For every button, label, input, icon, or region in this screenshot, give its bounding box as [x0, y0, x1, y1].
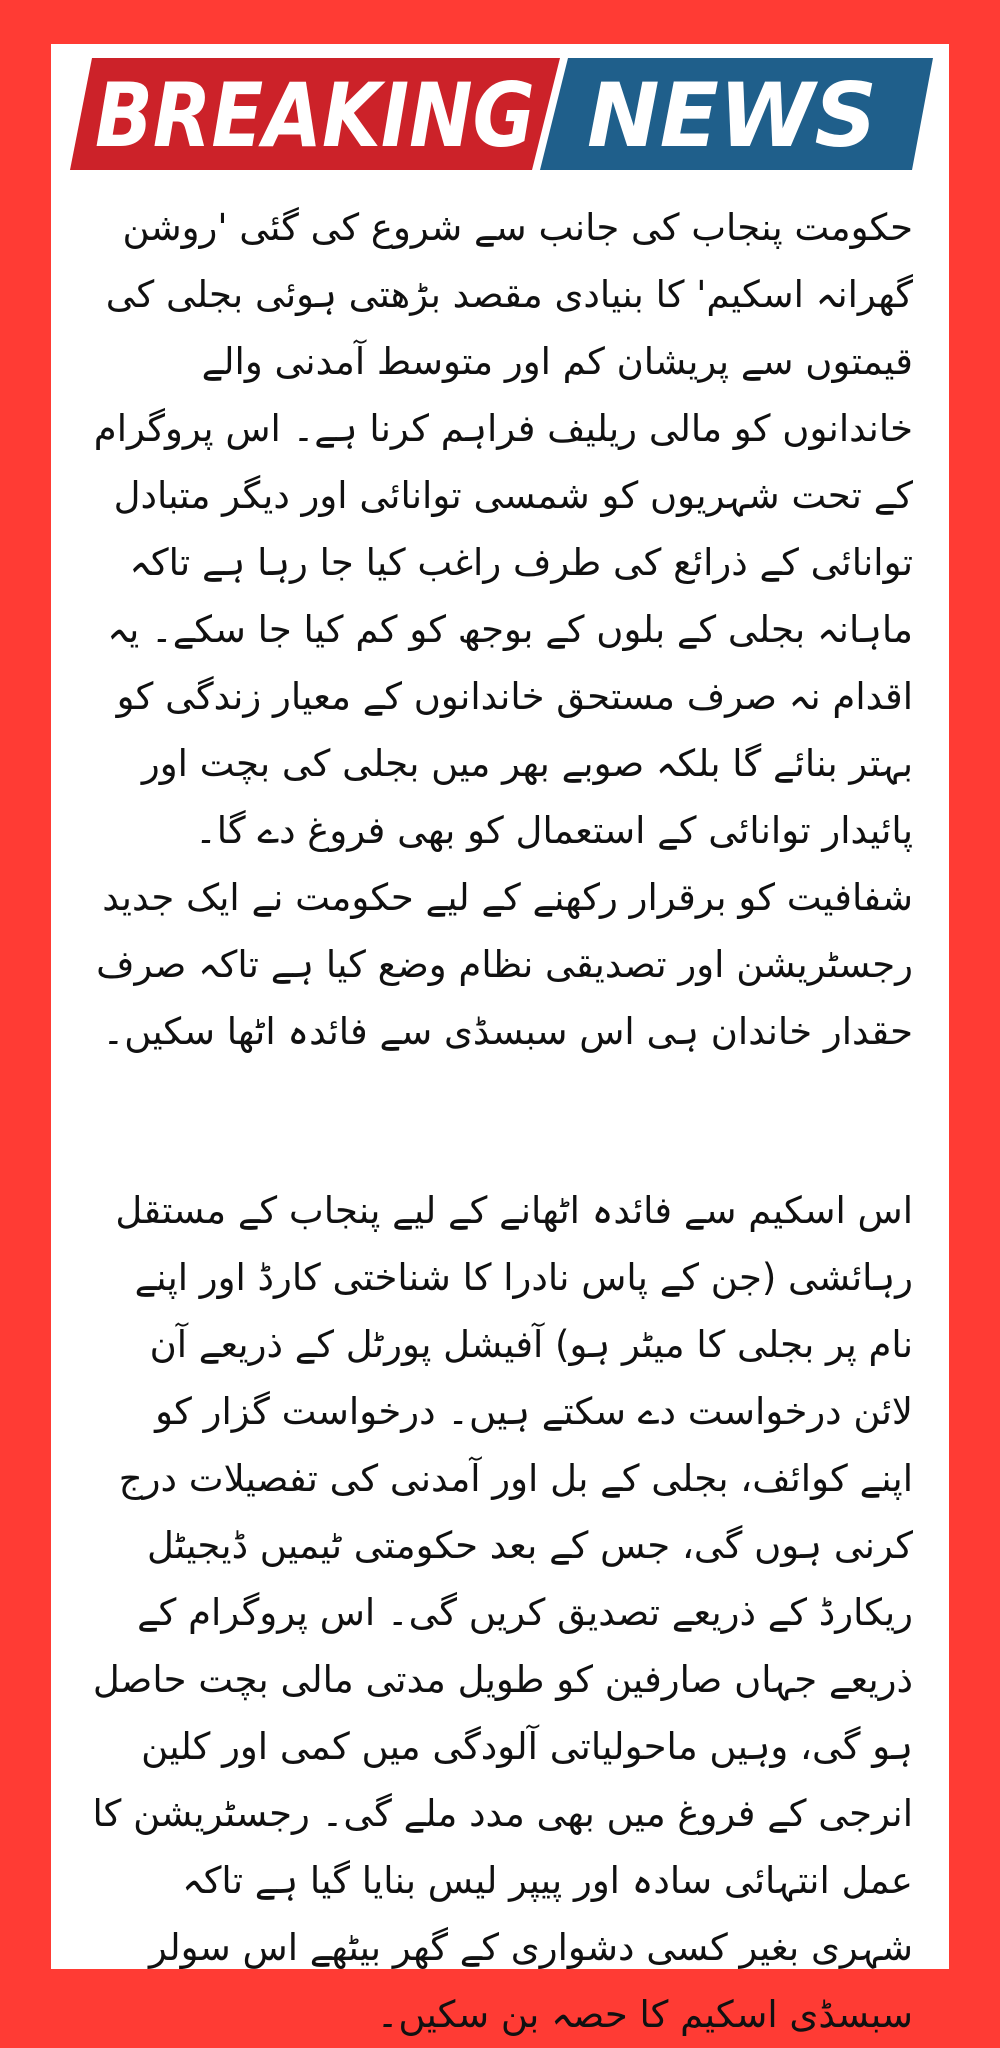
banner-word-breaking: BREAKING — [95, 64, 535, 167]
article-body — [91, 194, 913, 2048]
article-paragraph-1: حکومت پنجاب کی جانب سے شروع کی گئی 'روشن گھرانہ اسکیم' کا بنیادی مقصد بڑھتی ہوئی بجلی کی قیمتوں سے پریشان کم اور متوسط آمدنی والے خاندانوں کو مالی ریلیف فراہم کرنا ہے۔ اس پروگرام کے تحت شہریوں کو شمسی توانائی اور دیگر متبادل توانائی کے ذرائع کی طرف راغب کیا جا رہا ہے تاکہ ماہانہ بجلی کے بلوں کے بوجھ کو کم کیا جا سکے۔ یہ اقدام نہ صرف مستحق خاندانوں کے معیار زندگی کو بہتر بنائے گا بلکہ صوبے بھر میں بجلی کی بچت اور پائیدار توانائی کے استعمال کو بھی فروغ دے گا۔ شفافیت کو برقرار رکھنے کے لیے حکومت نے ایک جدید رجسٹریشن اور تصدیقی نظام وضع کیا ہے تاکہ صرف حقدار خاندان ہی اس سبسڈی سے فائدہ اٹھا سکیں۔ — [93, 206, 913, 1053]
article-paragraph-2: اس اسکیم سے فائدہ اٹھانے کے لیے پنجاب کے مستقل رہائشی (جن کے پاس نادرا کا شناختی کارڈ اور اپنے نام پر بجلی کا میٹر ہو) آفیشل پورٹل کے ذریعے آن لائن درخواست دے سکتے ہیں۔ درخواست گزار کو اپنے کوائف، بجلی کے بل اور آمدنی کی تفصیلات درج کرنی ہوں گی، جس کے بعد حکومتی ٹیمیں ڈیجیٹل ریکارڈ کے ذریعے تصدیق کریں گی۔ اس پروگرام کے ذریعے جہاں صارفین کو طویل مدتی مالی بچت حاصل ہو گی، وہیں ماحولیاتی آلودگی میں کمی اور کلین انرجی کے فروغ میں بھی مدد ملے گی۔ رجسٹریشن کا عمل انتہائی سادہ اور پیپر لیس بنایا گیا ہے تاکہ شہری بغیر کسی دشواری کے گھر بیٹھے اس سولر سبسڈی اسکیم کا حصہ بن سکیں۔ — [92, 1189, 913, 2036]
article-card — [51, 44, 949, 2036]
breaking-news-banner-graphic — [70, 58, 933, 170]
banner-word-news: NEWS — [587, 64, 877, 167]
breaking-news-banner — [70, 58, 933, 170]
